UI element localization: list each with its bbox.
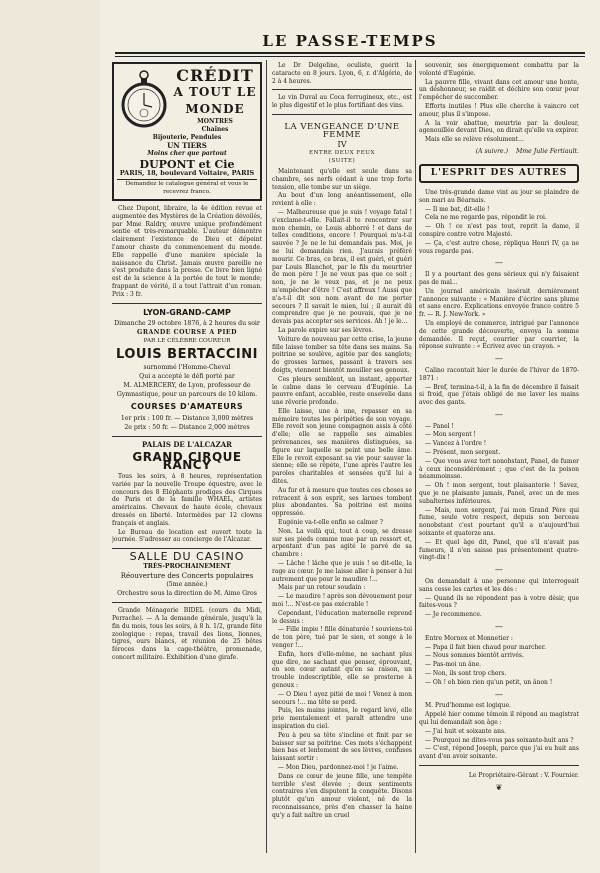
story-title: LA VENGEANCE D'UNE FEMME — [284, 121, 400, 140]
credit-advertisement — [112, 62, 262, 201]
story-paragraph: Dans ce cœur de jeune fille, une tempête terrible s'est élevée ; deux sentiments contraires s'en disputent la conquête. Disons plutôt qu'un amour violent, né de la reconnaissance, près d'en chasser la haine qu'y a fait naître un cruel — [272, 772, 412, 819]
alcazar-heading: PALAIS DE L'ALCAZAR — [142, 440, 232, 450]
story-paragraph: Ces pleurs semblent, un instant, apporter le calme dans le cerveau d'Eugénie. La pauvre enfant, accablée, reste ensevelie dans une rêverie profonde. — [272, 375, 412, 407]
story-paragraph: — O Dieu ! ayez pitié de moi ! Venez à mon secours !... ma tête se perd. — [272, 690, 412, 706]
anecdote-line: — Oh ! ce n'est pas tout, reprit la dame, il conspire contre votre Majesté. — [419, 223, 579, 238]
anecdote-line: — Mais, mon sergent, j'ai mon Grand Père qui fume, seule votre respect, depuis son berceau nonobstant c'est pourtant qu'il a n'aujourd'hui soixante et quatorze ans. — [419, 506, 579, 538]
bertaccini-name: LOUIS BERTACCINI — [116, 347, 258, 363]
column-advertisements — [112, 62, 262, 863]
credit-subtitle: A TOUT LE MONDE — [173, 85, 257, 116]
separator-ornament: — — [495, 409, 503, 419]
separator-ornament: — — [495, 565, 503, 575]
anecdote-line: Un journal américain insérait dernièrement l'annonce suivante : « Manière d'écrire sans plume et sans encre. Explications envoyée franco contre 5 fr. — R. J. New-York. » — [419, 287, 579, 319]
anecdote-line: Un employé de commerce, intrigué par l'annonce de cette grande découverte, envoya la somme demandée. Il reçut, courrier par courrier, la réponse suivante : « Écrivez avec un crayon. » — [419, 319, 579, 351]
separator-ornament: — — [495, 689, 503, 699]
esprit-heading-box — [419, 164, 579, 183]
anecdote-line: — C'est, répond Joseph, parce que j'ai eu huit ans avant d'en avoir soixante. — [419, 745, 579, 761]
anecdote-line: — Oh ! mon sergent, tout plaisanterie ! Savez, que je ne plaisante jamais, Panel, avec un de mes subalternes inférieures. — [419, 482, 579, 505]
casino-orchestre: Orchestre sous la direction de M. Aime Gros — [117, 590, 257, 598]
story-section: ENTRE DEUX FEUX — [309, 149, 375, 156]
anecdote-line: — Panel ! — [425, 422, 454, 430]
story-paragraph: Eugénie va-t-elle enfin se calmer ? — [278, 519, 383, 527]
anecdote-line: — Présent, mon sergent. — [425, 449, 501, 457]
gymnastique-text: Gymnastique, pour un parcours de 10 kilom. — [116, 391, 258, 399]
column-divider-2 — [415, 60, 416, 853]
mysteres-text: Chez Dupont, libraire, la 4e édition revue et augmentée des Mystères de la Création dévoilés, par Mme Raldry, œuvre unique profondément sentie et très-remarquable. L'auteur démontre clairement l'existence de Dieu et dépeint l'amour chaste du commencement du monde. Elle rappelle d'une manière spéciale la naissance du Christ. Jamais œuvre pareille ne s'est produite dans la presse. Ce livre bien ligné est de la science à la portée de tout le monde; frappant de vérité, il a tout l'attrait d'un roman. Prix : 3 fr. — [112, 205, 262, 298]
casino-heading: SALLE DU CASINO — [129, 550, 245, 564]
anecdote-line: Appelé hier comme témoin il répond au magistrat qui lui demandait son âge : — [419, 711, 579, 726]
anecdote-line: — Je recommence. — [425, 611, 482, 619]
bertaccini-nickname: surnommé l'Homme-Cheval — [143, 364, 231, 372]
credit-moins: Moins cher que partout — [147, 150, 227, 157]
credit-items-watches: MONTRES — [197, 118, 233, 125]
rancy-text-2: Le Bureau de location est ouvert toute la journée. S'adresser au concierge de l'Alcazar. — [112, 528, 262, 544]
story-paragraph: A la voir abattue, meurtrie par la douleur, agenouillée devant Dieu, on dirait qu'elle va expirer. — [419, 119, 579, 135]
credit-catalogue: Demandez le catalogue général et vous le recevrez franco. — [117, 179, 257, 196]
story-paragraph: — Le maudire ! après son dévouement pour moi !... N'est-ce pas exécrable ! — [272, 593, 412, 609]
story-paragraph: Voiture de nouveau par cette crise, la jeune fille laisse tomber sa tête dans ses mains. Sa poitrine se soulève, agitée par des sanglots; de grosses larmes, passant à travers ses doigts, viennent bientôt mouiller ses genoux. — [272, 335, 412, 374]
story-paragraph: souvenir, ses énergiquement combattu par la volonté d'Eugénie. — [419, 62, 579, 77]
a-suivre — [419, 148, 579, 156]
story-chapter: IV — [337, 139, 347, 149]
rancy-notice — [112, 473, 262, 544]
story-paragraph: Elle laisse, une à une, repasser en sa mémoire toutes les péripéties de son voyage. Elle revoit son jeune compagnon assis à côté d'elle; elle se rappelle ses aimables prévenances, ses manières distinguées, sa figure sur laquelle se peint une belle âme. Elle le revoit exposant sa vie pour sauver la sienne; elle se répète, l'une après l'autre les paroles charitables et sensées qu'il lui a dites. — [272, 407, 412, 486]
column-divider-1 — [266, 60, 267, 853]
anecdote-line: — Papa il fait bien chaud pour marcher. — [425, 643, 546, 651]
rancy-heading: GRAND CIRQUE RANCY — [132, 450, 242, 473]
story-continuation — [419, 62, 579, 144]
course-par: PAR LE CÉLÈBRE COUREUR — [143, 337, 231, 344]
course-title: GRANDE COURSE A PIED — [137, 328, 237, 336]
story-paragraph: — Mon Dieu, pardonnez-moi ! je l'aime. — [278, 763, 399, 771]
story-paragraph: Mais par un retour soudain : — [278, 584, 366, 592]
masthead — [115, 32, 585, 54]
top-notices — [272, 62, 412, 110]
anecdote-line: On demandait à une personne qui interrogeait sans cesse les cartes et les dés : — [419, 578, 579, 593]
casino-prochainement: TRÈS-PROCHAINEMENT — [143, 563, 231, 571]
story-paragraph: Au bout d'un long anéantissement, elle revient à elle : — [272, 192, 412, 208]
prize-2: 2e prix : 50 fr. — Distance 2,000 mètres — [124, 424, 250, 432]
anecdote-line: Une très-grande dame vint au jour se plaindre de son mari au Béarnais. — [419, 188, 579, 204]
story-paragraph: — Lâche ! lâche que je suis ! se dit-elle, la rage au cœur. Je me laisse aller à penser à lui autrement que pour le maudire !... — [272, 560, 412, 583]
pocket-watch-icon — [119, 69, 169, 129]
mysteres-notice — [112, 205, 262, 299]
anecdote-line: — Nous sommes bientôt arrivés. — [425, 652, 524, 660]
anecdote-line: — Vancez à l'ordre ! — [425, 440, 487, 448]
casino-annee: (5me année.) — [166, 581, 208, 589]
oculiste-notice: Le Dr Delgeline, oculiste, guérit la cataracte en 8 jours. Lyon, 6, r. d'Algérie, de 2 à 4 heures. — [272, 62, 412, 85]
story-paragraph: Au fur et à mesure que toutes ces choses se retracent à son esprit, ses larmes tombent plus abondantes. Sa poitrine est moins oppressée. — [272, 486, 412, 518]
anecdote-line: — Oh ! eh bien rien qu'un petit, un ânon ! — [425, 678, 553, 686]
vin-duval-notice: Le vin Duval au Coca ferrugineux, etc., est le plus digestif et le plus fortifiant des vins. — [272, 94, 412, 110]
credit-title: CRÉDIT — [176, 66, 254, 85]
credit-company: DUPONT et Cie — [139, 158, 235, 171]
story-paragraph: La parole expire sur ses lèvres. — [278, 326, 374, 334]
anecdote-line: M. Prud'homme est logique. — [425, 702, 511, 710]
credit-tiers: UN TIERS — [167, 141, 207, 150]
prize-1: 1er prix : 100 fr. — Distance 3,000 mètres — [120, 415, 254, 423]
anecdote-line: Calino racontait hier le durée de l'hiver de 1870-1871 : — [419, 366, 579, 382]
almercery-text: M. ALMERCERY, de Lyon, professeur de — [123, 382, 251, 390]
courses-heading: COURSES D'AMATEURS — [130, 402, 244, 412]
page-margin — [0, 0, 100, 873]
masthead-title: LE PASSE-TEMPS — [262, 32, 438, 50]
esprit-body — [419, 189, 579, 761]
story-paragraph: Peu à peu sa tête s'incline et finit par se baisser sur sa poitrine. Ces mots s'échappent bien bas et lentement de ses lèvres, confuses laissant sortir : — [272, 731, 412, 763]
story-paragraph: La pauvre fille, vivant dans cet amour une honte, un déshonneur, se raidit et déchire son cœur pour l'empêcher de succomber. — [419, 78, 579, 102]
anecdote-line: — Mon sergent ! — [425, 431, 476, 439]
lyon-date: Dimanche 29 octobre 1876, à 2 heures du soir — [114, 319, 260, 327]
anecdote-line: — J'ai huit et soixante ans. — [425, 727, 506, 735]
closing-ornament: ❦ — [495, 782, 503, 792]
anecdote-line: Il y a pourtant des gens sérieux qui n'y faisaient pas de mal... — [419, 271, 579, 286]
column-esprit — [419, 62, 579, 863]
story-paragraph: Puis, les mains jointes, le regard levé, elle prie mentalement et paraît attendre une inspiration du ciel. — [272, 707, 412, 730]
credit-items-chains: Chaînes — [201, 126, 229, 133]
story-paragraph: Cependant, l'éducation maternelle reprend le dessus : — [272, 609, 412, 625]
anecdote-line: — Quand ils ne répondent pas à votre désir, que faites-vous ? — [419, 594, 579, 610]
a-suivre-text: (A suivre.) — [475, 147, 509, 155]
story-paragraph: — Fille impie ! fille dénaturée ! souviens-toi de ton père, tué par le sien, et songe à le venger !... — [272, 626, 412, 649]
separator-ornament: — — [495, 354, 503, 364]
story-paragraph: Non. La voilà qui, tout à coup, se dresse sur ses pieds comme mue par un ressort et, arpentant d'un pas agité le parvé de sa chambre : — [272, 527, 412, 559]
separator-ornament: — — [495, 258, 503, 268]
anecdote-line: — Pourquoi ne dites-vous pas soixante-huit ans ? — [425, 736, 574, 744]
story-paragraph: Mais elle se relève résolument... — [425, 136, 524, 144]
anecdote-line: — Que vous avez tort nonobstant, Panel, de fumer à ceux inconsidérément ; que c'est de la poison néammoinsse. — [419, 457, 579, 481]
credit-items-jewelry: Bijouterie, Pendules — [152, 134, 222, 141]
anecdote-line: — Et quel âge dit, Panel, que s'il n'avait pas fumeurs, il n'en saisse pas présentement quatre-vingt-dix ! — [419, 538, 579, 562]
separator-ornament: — — [495, 622, 503, 632]
anecdote-line: Cela ne me regarde pas, répondit le roi. — [425, 214, 547, 222]
anecdote-line: Entre Mornex et Monnetier : — [425, 634, 513, 642]
story-body — [272, 168, 412, 820]
rancy-text: Tous les soirs, à 8 heures, représentation variée par la nouvelle Troupe équestre, avec le concours des 8 Eléphants prodiges des Cirques de Paris et de la famille WHAEL, artistes américains. Chevaux de haute école, chevaux dressés en liberté. Intermèdes par 12 clowns français et anglais. — [112, 473, 262, 527]
story-suite: (SUITE) — [328, 157, 356, 164]
gerant-signature: Le Propriétaire-Gérant : V. Fournier. — [468, 771, 579, 779]
casino-concerts: Réouverture des Concerts populaires — [120, 572, 254, 581]
anecdote-line: — Il me bat, dit-elle ! — [425, 205, 490, 213]
menagerie-text: Grande Ménagerie BIDEL (cours du Midi, Perrache). — A la demande générale, jusqu'à la fin du mois, tous les soirs, à 8 h. 1/2, grande fête zoologique : repas, travail des lions, lionnes, tigres, ours blancs, et réunion de 25 bêtes féroces dans la cage-théâtre, promenade, concert militaire. Exhibition d'une girafe. — [112, 607, 262, 662]
credit-address: PARIS, 18, boulevard Voltaire, PARIS — [119, 169, 255, 177]
column-feuilleton — [272, 62, 412, 863]
story-paragraph: Maintenant qu'elle est seule dans sa chambre, ses nerfs cédant à une trop forte tension, elle tombe sur un siège. — [272, 167, 412, 191]
defi-text: Qui a accepté le défi porté par — [139, 373, 235, 381]
anecdote-line: — Pas-moi un âne. — [425, 661, 482, 669]
lyon-heading: LYON-GRAND-CAMP — [143, 307, 231, 317]
menagerie-notice — [112, 607, 262, 662]
story-paragraph: — Malheureuse que je suis ! voyage fatal ! s'exclame-t-elle. Fallait-il te rencontrer sur mon chemin, ce Louis abhorré ! et dans de telles conditions, encore ! Pourquoi m'a-t-il sauvée ? Je ne le lui demandais pas. Moi, je ne lui demandais rien. J'aurais préféré mourir. Ce bras, ce bras, il est guéri, et guéri par Louis Blanchot, par le fils du meurtrier de mon père ! Je ne veux pas que ce soit ; non, je ne le veux pas, et je ne peux m'empêcher d'être ! C'est affreux ! Aussi que n'a-t-il dit son nom avant de me porter secours ? Il savait le mien, lui ; il aurait dû comprendre que je ne pouvais, que je ne devais pas accepter ses services. Ah ! je le... — [272, 208, 412, 326]
anecdote-line: — Bref, termina-t-il, à la fin de décembre il faisait si froid, que j'étais obligé de me laver les mains avec des gants. — [419, 383, 579, 407]
story-author: Mme Julie Fertiault. — [515, 147, 579, 155]
anecdote-line: — Non, ils sont trop chers. — [425, 670, 507, 677]
story-paragraph: Efforts inutiles ! Plus elle cherche à vaincre cet amour, plus il s'impose. — [419, 102, 579, 118]
story-paragraph: Enfin, hors d'elle-même, ne sachant plus que dire, ne sachant que penser, éprouvant, en son cœur autant qu'en sa raison, un trouble indescriptible, elle se prosterne à genoux : — [272, 650, 412, 689]
esprit-title: L'ESPRIT DES AUTRES — [430, 167, 568, 178]
anecdote-line: — Ça, c'est autre chose, répliqua Henri IV, ça ne vous regarde pas. — [419, 239, 579, 255]
